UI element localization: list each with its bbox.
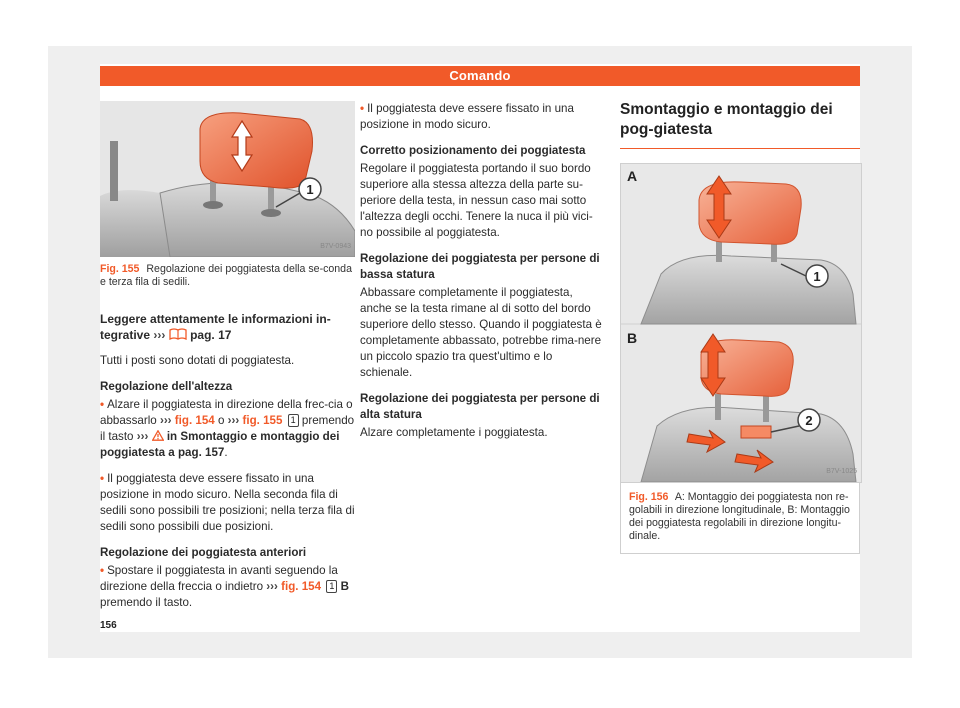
ref-arrows: ››› [159,414,172,427]
bullet-fixed-position [100,471,355,535]
fig-155-link[interactable]: fig. 155 [242,414,283,427]
front-heading: Regolazione dei poggiatesta anteriori [100,546,307,559]
fig-154-link[interactable]: fig. 154 [174,414,215,427]
read-info-page-link[interactable]: pag. 17 [190,328,232,342]
bullet-height-adjust [100,397,355,461]
read-info-heading [100,311,355,343]
figure-155-code: B7V-0943 [320,243,351,250]
bullet-front-adjust [100,563,355,611]
page-number: 156 [100,620,117,631]
ref-arrows: ››› [136,430,149,443]
height-heading: Regolazione dell'altezza [100,380,233,393]
tall-persons-heading: Regolazione dei poggiatesta per persone di alta statura [360,392,600,421]
figure-155-number: Fig. 155 [100,263,140,275]
figure-155-image [100,101,355,257]
callout-badge: 1 [326,580,337,593]
figure-156-image [620,163,862,483]
panel-label-a: A [627,168,638,184]
callout-badge: 1 [288,414,299,427]
headrest-rear-illustration [100,101,355,257]
tall-persons-text: Alzare completamente i poggiatesta. [360,426,548,439]
callout-2: 2 [805,413,813,428]
figure-155-caption-text: Regolazione dei poggiatesta della se-conda e terza fila di sedili. [100,263,352,288]
bullet-text: Alzare il poggiatesta in direzione della frec-cia o abbassarlo [100,398,353,427]
bullet-text: Il poggiatesta deve essere fissato in una posizione in modo sicuro. Nella seconda fila di sedili sono possibili tre posizioni; nella terza fila di sedili sono possibili due posizioni. [100,472,355,533]
read-info-arrows: ››› [153,328,166,342]
figure-156-caption-text: A: Montaggio dei poggiatesta non re-golabili in direzione longitudinale, B: Montaggio dei poggiatesta regolabili in direzione longitu-dinale. [629,491,850,542]
figure-156-caption [620,483,860,554]
warning-ref-link[interactable]: in Smontaggio e montaggio dei poggiatesta a pag. 157 [100,430,340,459]
column-right [620,96,860,576]
bullet-dot: • [100,472,105,485]
bullet-text: premendo il tasto. [100,596,193,609]
warning-icon [152,430,164,441]
callout-1: 1 [813,269,821,284]
all-seats-text: Tutti i posti sono dotati di poggiatesta. [100,354,295,367]
book-icon [169,328,187,340]
bullet-dot: • [100,564,105,577]
figure-155-callout: 1 [306,182,314,197]
bullet-fixed-secure [360,101,602,133]
bullet-dot: • [360,102,365,115]
headrest-removal-illustration [621,164,861,482]
correct-position-heading: Corretto posizionamento dei poggiatesta [360,144,586,157]
column-middle [360,101,602,451]
bullet-text: Spostare il poggiatesta in avanti seguendo la direzione della freccia o indietro [100,564,338,593]
section-title-removal: Smontaggio e montaggio dei pog-giatesta [620,96,860,149]
bullet-text: Il poggiatesta deve essere fissato in una posizione in modo sicuro. [360,102,574,131]
bullet-dot: • [100,398,105,411]
figure-156-code: B7V-1025 [826,468,857,475]
ref-arrows: ››› [266,580,278,593]
connector-text: o [217,414,225,427]
section-header: Comando [100,66,860,86]
short-persons-heading: Regolazione dei poggiatesta per persone di bassa statura [360,252,600,281]
column-left [100,101,355,621]
punctuation: . [224,446,228,459]
read-info-title: Leggere attentamente le informazioni in-tegrative [100,312,331,342]
ref-arrows: ››› [227,414,240,427]
correct-position-text: Regolare il poggiatesta portando il suo bordo superiore alla stessa altezza della parte su-periore della testa, in nessun caso mai sotto l'altezza degli occhi. Tenere la nuca il più vici-no possibile al poggiatesta. [360,162,593,239]
fig-154-link[interactable]: fig. 154 [281,580,322,593]
figure-156-number: Fig. 156 [629,491,669,503]
callout-letter: B [340,580,349,593]
figure-155-caption [100,263,355,289]
short-persons-text: Abbassare completamente il poggiatesta, anche se la testa rimane al di sotto del bordo superiore dello stesso. Quando il poggiatesta è completamente abbassato, potrebbe rima-nere un piccolo spazio tra quest'ultimo e lo schienale. [360,286,602,379]
panel-label-b: B [627,330,638,346]
bullet-text: premendo il tasto [100,414,355,443]
